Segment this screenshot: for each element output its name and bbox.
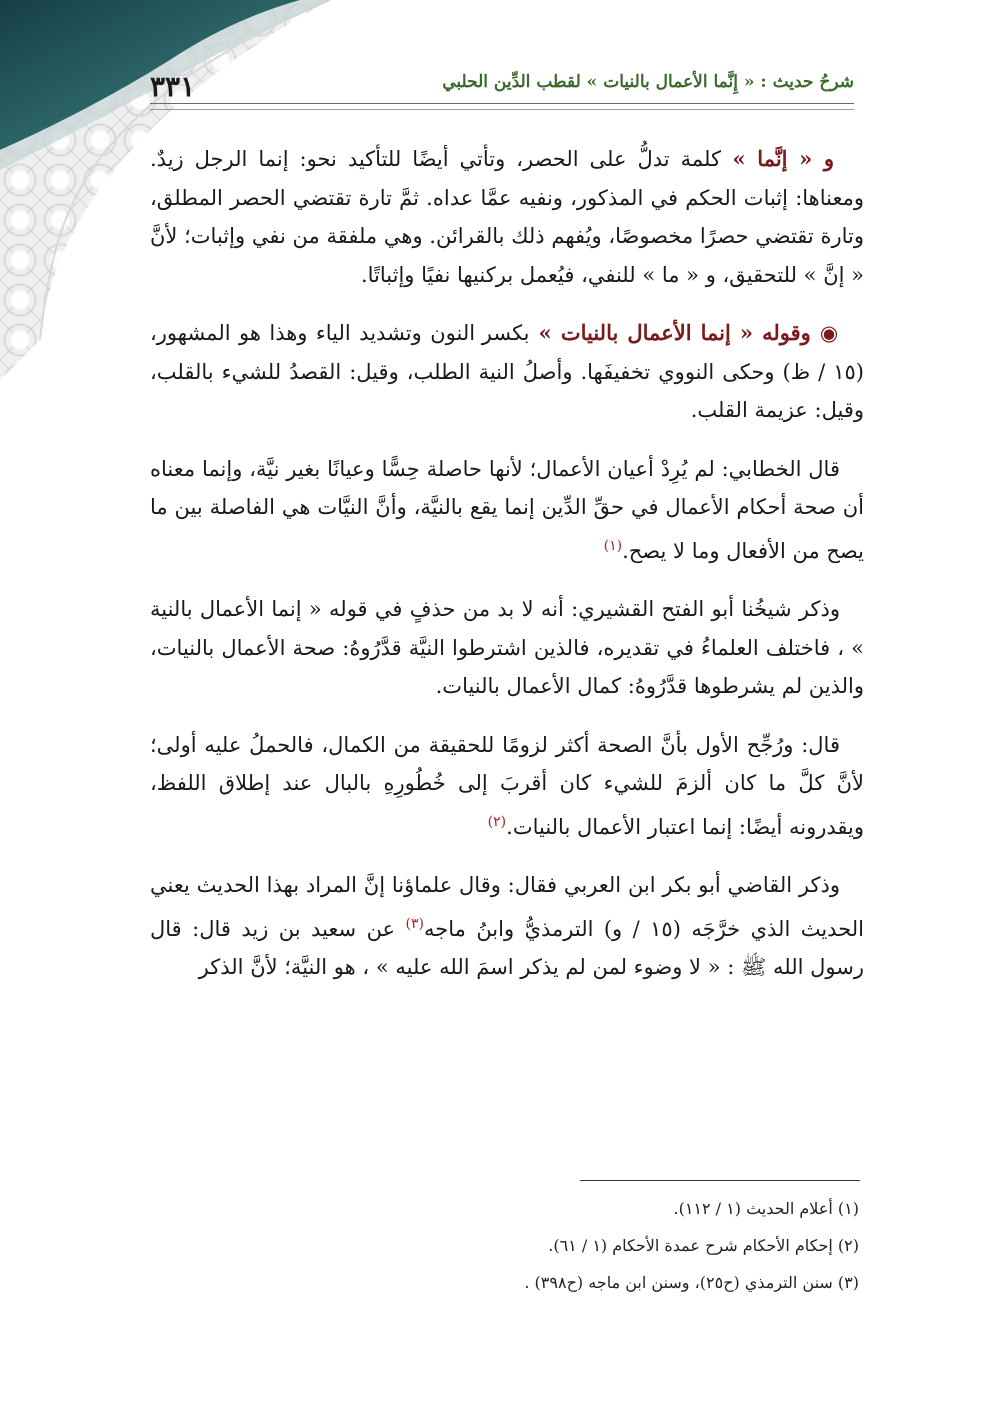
footnote: (٢) إحكام الأحكام شرح عمدة الأحكام (١ / ٦١). (548, 1236, 859, 1255)
footnote: (١) أعلام الحديث (١ / ١١٢). (673, 1199, 859, 1218)
paragraph-text: بكسر النون وتشديد الياء وهذا هو المشهور، (١٥ / ظ) وحكى النووي تخفيفَها. وأصلُ النية الطلب، وقيل: القصدُ للشيء بالقلب، وقيل: عزيمة القلب. (150, 321, 864, 422)
lead-phrase: و « إنَّما » (720, 146, 834, 171)
footnotes (145, 1190, 859, 1301)
flower-bullet-icon: ◉ (819, 320, 841, 345)
paragraph-text: وذكر شيخُنا أبو الفتح القشيري: أنه لا بد من حذفٍ في قوله « إنما الأعمال بالنية » ، فاختلف العلماءُ في تقديره، فالذين اشترطوا النيَّة قدَّرُوهُ: صحة الأعمال بالنيات، والذين لم يشرطوها قدَّرُوهُ: كمال الأعمال بالنيات. (150, 597, 864, 698)
paragraph-text-tail: عن سعيد بن زيد قال: قال رسول الله ﷺ : « لا وضوء لمن لم يذكر اسمَ الله عليه » ، هو النيَّة؛ لأنَّ الذكر (150, 916, 864, 979)
header-rule-thin (150, 109, 854, 110)
paragraph (150, 314, 864, 430)
paragraph-text: قال: ورُجِّح الأول بأنَّ الصحة أكثر لزومًا للحقيقة من الكمال، فالحملُ عليه أولى؛ لأنَّ كلَّ ما كان ألزمَ للشيء كان أقربَ إلى خُطُورِهِ بالبال عند إطلاق اللفظ، ويقدرونه أيضًا: إنما اعتبار الأعمال بالنيات. (150, 732, 864, 839)
paragraph (150, 866, 864, 987)
paragraph (150, 726, 864, 847)
lead-phrase: وقوله « إنما الأعمال بالنيات » (529, 320, 820, 345)
paragraph-text: قال الخطابي: لم يُرِدْ أعيان الأعمال؛ لأنها حاصلة حِسًّا وعيانًا بغير نيَّة، وإنما معناه أن صحة أحكام الأعمال في حقِّ الدِّين إنما يقع بالنيَّة، وأنَّ النيَّات هي الفاصلة بين ما يصح من الأفعال وما لا يصح. (150, 456, 864, 563)
page-number: ٣٣١ (150, 70, 196, 103)
footnote-ref[interactable]: (٣) (405, 915, 424, 932)
footnote-ref[interactable]: (٢) (487, 813, 507, 830)
paragraph-text: وذكر القاضي أبو بكر ابن العربي فقال: وقال علماؤنا إنَّ المراد بهذا الحديث يعني الحديث الذي خرَّجَه (١٥ / و) الترمذيُّ وابنُ ماجه (150, 873, 864, 941)
paragraph (150, 590, 864, 706)
paragraph (150, 140, 864, 294)
main-text (150, 140, 864, 1007)
footnote-separator (580, 1180, 860, 1181)
header-rule (150, 103, 854, 104)
page-header (150, 62, 854, 102)
running-title: شرحُ حديث : « إِنَّما الأعمال بالنيات » لقطب الدِّين الحلبي (442, 72, 854, 92)
paragraph (150, 450, 864, 571)
footnote-ref[interactable]: (١) (603, 537, 623, 554)
footnote: (٣) سنن الترمذي (ح٢٥)، وسنن ابن ماجه (ح٣٩٨) . (524, 1273, 859, 1292)
paragraph-text: كلمة تدلُّ على الحصر، وتأتي أيضًا للتأكيد نحو: إنما الرجل زيدٌ. ومعناها: إثبات الحكم في المذكور، ونفيه عمَّا عداه. ثمَّ تارة تقتضي الحصر المطلق، وتارة تقتضي حصرًا مخصوصًا، ويُفهم ذلك بالقرائن. وهي ملفقة من نفي وإثبات؛ لأنَّ « إنَّ » للتحقيق، و « ما » للنفي، فيُعمل بركنيها نفيًا وإثباتًا. (150, 147, 864, 287)
